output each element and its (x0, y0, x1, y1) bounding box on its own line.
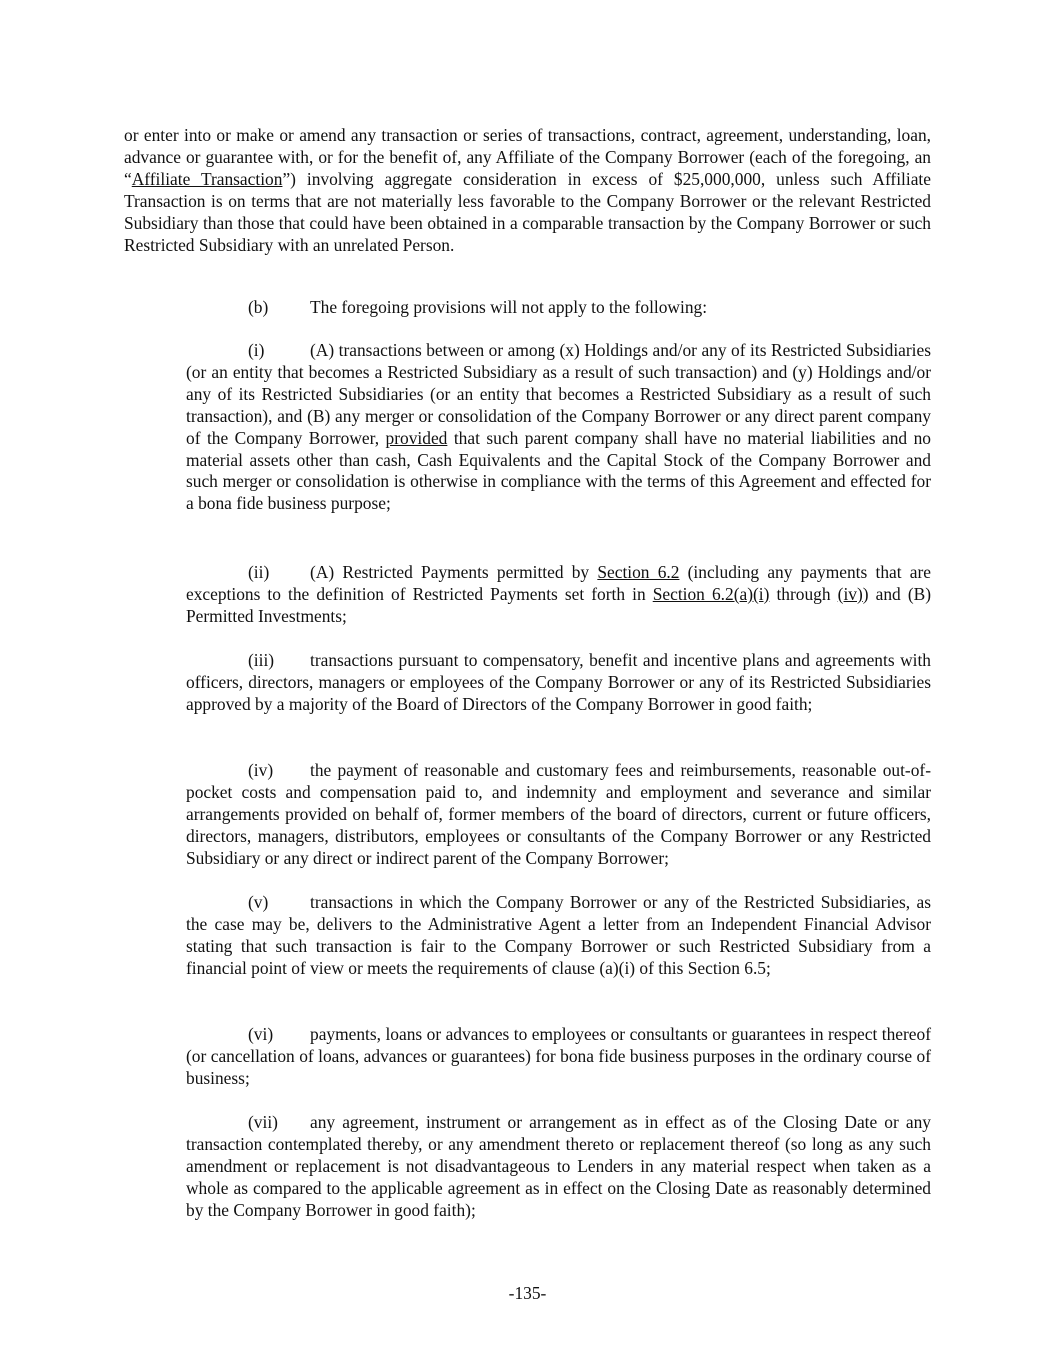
clause-vi: (vi) payments, loans or advances to employees or consultants or guarantees in respect thereof (or cancellation of loans, advances or guarantees) for bona fide business purposes in the ordinary course of business; (186, 1024, 931, 1088)
clause-i: (i) (A) transactions between or among (x) Holdings and/or any of its Restricted Subsidiaries (or an entity that becomes a Restricted Subsidiary as a result of such transaction) and (y) Holdings and/or any of its Restricted Subsidiaries (or an entity that becomes a Restricted Subsidiary as a result of such transaction), and (B) any merger or consolidation of the Company Borrower or any direct parent company of the Company Borrower, provided that such parent company shall have no material liabilities and no material assets other than cash, Cash Equivalents and the Capital Stock of the Company Borrower and such merger or consolidation is otherwise in compliance with the terms of this Agreement and effected for a bona fide business purpose; (186, 340, 931, 514)
page-number: -135- (508, 1283, 547, 1303)
clause-iv: (iv) the payment of reasonable and customary fees and reimbursements, reasonable out-of-pocket costs and compensation paid to, and indemnity and employment and severance and similar arrangements provided on behalf of, former members of the board of directors, current or future officers, directors, managers, distributors, employees or consultants of the Company Borrower or any Restricted Subsidiary or any direct or indirect parent of the Company Borrower; (186, 760, 931, 868)
section-reference: (iv) (837, 583, 863, 604)
clause-vii: (vii) any agreement, instrument or arrangement as in effect as of the Closing Date or any transaction contemplated thereby, or any amendment thereto or replacement thereof (so long as any such amendment or replacement is not disadvantageous to Lenders in any material respect when taken as a whole as compared to the applicable agreement as in effect on the Closing Date as reasonably determined by the Company Borrower in good faith); (186, 1112, 931, 1220)
clause-label: (v) (248, 892, 269, 912)
section-reference: Section 6.2(a)(i) (652, 583, 770, 604)
clause-label: (i) (248, 340, 265, 360)
clause-b: (b) The foregoing provisions will not apply to the following: (248, 297, 708, 317)
clause-label: (b) (248, 297, 269, 317)
intro-paragraph: or enter into or make or amend any transaction or series of transactions, contract, agreement, understanding, loan, advance or guarantee with, or for the benefit of, any Affiliate of the Company Borrower (each of the foregoing, an “Affiliate Transaction”) involving aggregate consideration in excess of $25,000,000, unless such Affiliate Transaction is on terms that are not materially less favorable to the Company Borrower or the relevant Restricted Subsidiary than those that could have been obtained in a comparable transaction by the Company Borrower or such Restricted Subsidiary with an unrelated Person. (124, 125, 931, 255)
clause-label: (iii) (248, 650, 275, 670)
section-reference: Section 6.2 (597, 562, 680, 582)
defined-term-affiliate-transaction: Affiliate Transaction (131, 168, 283, 189)
clause-ii: (ii) (A) Restricted Payments permitted by Section 6.2 (including any payments that are exceptions to the definition of Restricted Payments set forth in Section 6.2(a)(i) through (iv)) and (B) Permitted Investments; (186, 562, 932, 626)
clause-label: (ii) (248, 562, 270, 582)
defined-term-provided: provided (385, 427, 448, 448)
clause-label: (iv) (248, 760, 274, 780)
clause-label: (vii) (248, 1112, 278, 1132)
clause-label: (vi) (248, 1024, 274, 1044)
clause-iii: (iii) transactions pursuant to compensatory, benefit and incentive plans and agreements with officers, directors, managers or employees of the Company Borrower or any of its Restricted Subsidiaries approved by a majority of the Board of Directors of the Company Borrower in good faith; (186, 650, 931, 714)
clause-v: (v) transactions in which the Company Borrower or any of the Restricted Subsidiaries, as the case may be, delivers to the Administrative Agent a letter from an Independent Financial Advisor stating that such transaction is fair to the Company Borrower or such Restricted Subsidiary from a financial point of view or meets the requirements of clause (a)(i) of this Section 6.5; (186, 892, 931, 978)
